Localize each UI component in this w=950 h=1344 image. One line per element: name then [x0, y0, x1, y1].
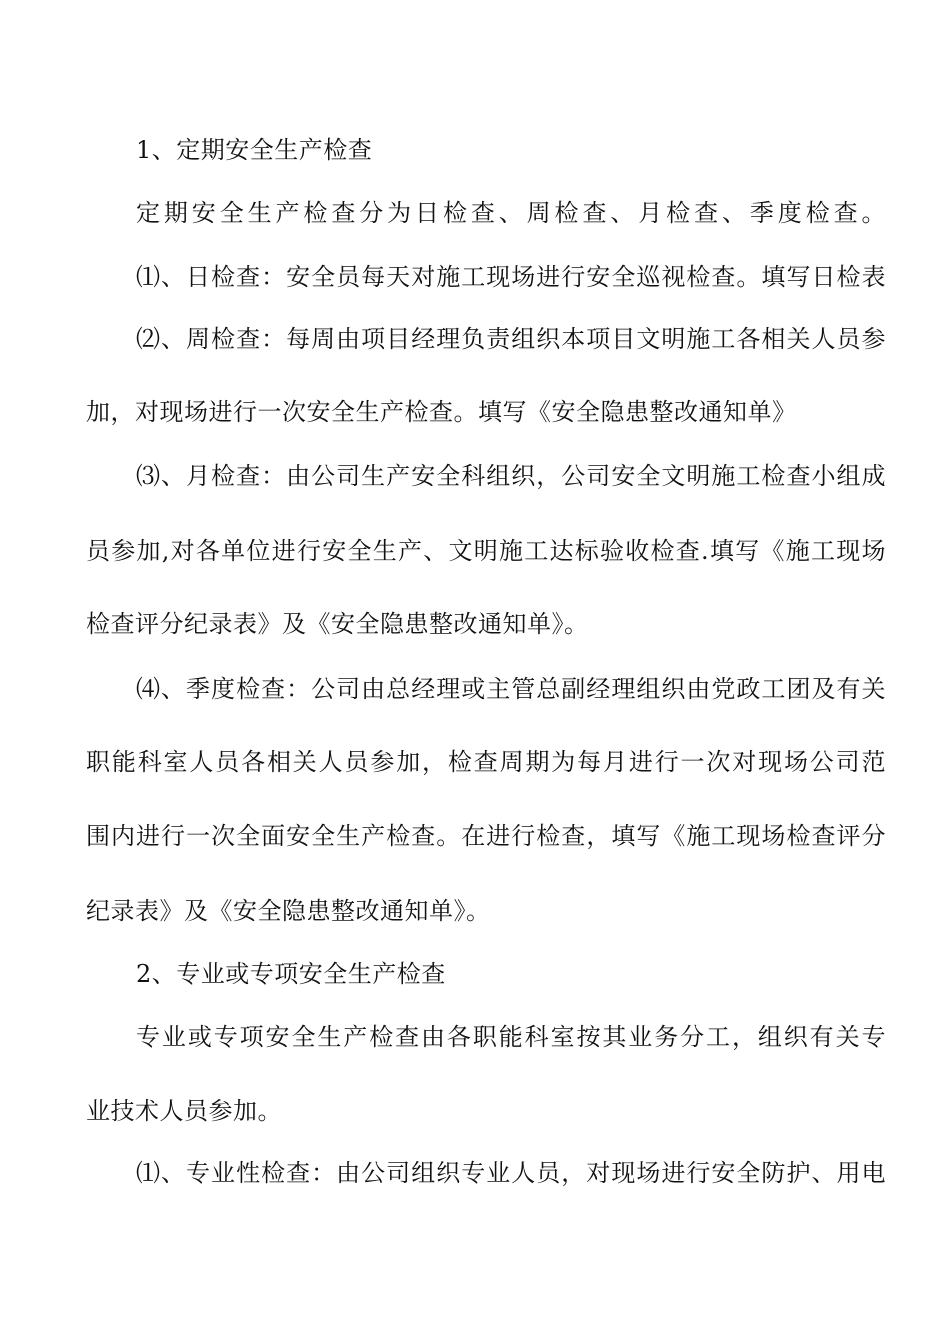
paragraph-line: 定期安全生产检查分为日检查、周检查、月检查、季度检查。 [136, 199, 886, 227]
paragraph-line: 员参加,对各单位进行安全生产、文明施工达标验收检查.填写《施工现场 [86, 537, 886, 565]
section-heading-2: 2、专业或专项安全生产检查 [136, 960, 446, 988]
paragraph-line: 加，对现场进行一次安全生产检查。填写《安全隐患整改通知单》 [86, 398, 797, 426]
paragraph-line: 职能科室人员各相关人员参加，检查周期为每月进行一次对现场公司范 [86, 748, 886, 776]
paragraph-line: 检查评分纪录表》及《安全隐患整改通知单》。 [86, 610, 589, 638]
section-heading-1: 1、定期安全生产检查 [136, 136, 373, 164]
paragraph-line: 业技术人员参加。 [86, 1097, 282, 1125]
paragraph-line: ⑶、月检查：由公司生产安全科组织，公司安全文明施工检查小组成 [136, 462, 886, 490]
paragraph-line: ⑷、季度检查：公司由总经理或主管总副经理组织由党政工团及有关 [136, 675, 886, 703]
paragraph-line: ⑴、日检查：安全员每天对施工现场进行安全巡视检查。填写日检表 [136, 263, 886, 291]
paragraph-line: ⑵、周检查：每周由项目经理负责组织本项目文明施工各相关人员参 [136, 325, 886, 353]
paragraph-line: 纪录表》及《安全隐患整改通知单》。 [86, 897, 491, 925]
paragraph-line: 专业或专项安全生产检查由各职能科室按其业务分工，组织有关专 [136, 1023, 886, 1051]
paragraph-line: ⑴、专业性检查：由公司组织专业人员，对现场进行安全防护、用电 [136, 1159, 886, 1187]
paragraph-line: 围内进行一次全面安全生产检查。在进行检查，填写《施工现场检查评分 [86, 822, 886, 850]
